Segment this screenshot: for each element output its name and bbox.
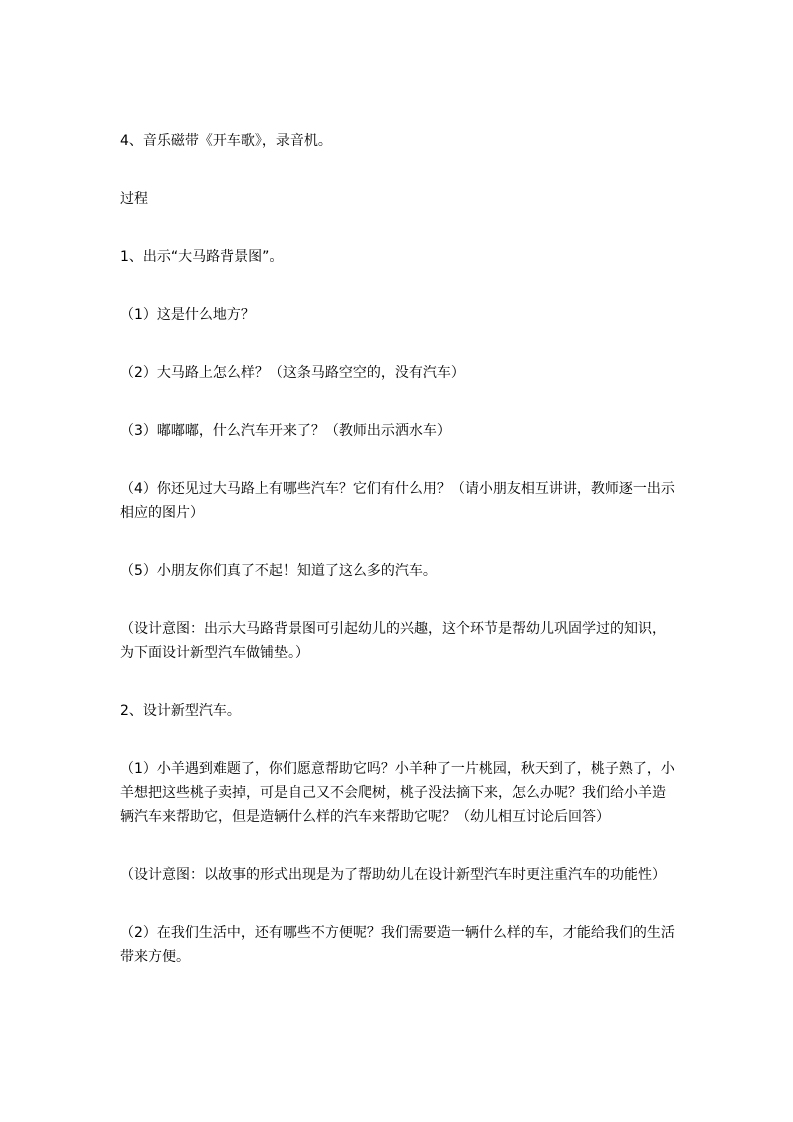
paragraph-materials-4: 4、音乐磁带《开车歌》，录音机。 (120, 133, 332, 149)
step-1-question-5: （5）小朋友你们真了不起！知道了这么多的汽车。 (120, 563, 437, 579)
design-intent-2: （设计意图：以故事的形式出现是为了帮助幼儿在设计新型汽车时更注重汽车的功能性） (120, 867, 666, 883)
step-1-question-2: （2）大马路上怎么样？（这条马路空空的，没有汽车） (120, 365, 465, 381)
step-2-heading: 2、设计新型汽车。 (120, 703, 241, 719)
step-1-question-1: （1）这是什么地方？ (120, 307, 255, 323)
document-body (120, 129, 676, 969)
step-1-question-4: （4）你还见过大马路上有哪些汽车？它们有什么用？（请小朋友相互讲讲，教师逐一出示相应的图片） (120, 481, 675, 521)
step-1-heading: 1、出示“大马路背景图”。 (120, 249, 284, 265)
step-2-question-2: （2）在我们生活中，还有哪些不方便呢？我们需要造一辆什么样的车，才能给我们的生活带来方便。 (120, 925, 675, 965)
design-intent-1: （设计意图：出示大马路背景图可引起幼儿的兴趣，这个环节是帮幼儿巩固学过的知识，为下面设计新型汽车做铺垫。） (120, 621, 666, 661)
step-1-question-3: （3）嘟嘟嘟，什么汽车开来了？（教师出示洒水车） (120, 423, 451, 439)
step-2-question-1: （1）小羊遇到难题了，你们愿意帮助它吗？小羊种了一片桃园，秋天到了，桃子熟了，小羊想把这些桃子卖掉，可是自己又不会爬树，桃子没法摘下来，怎么办呢？我们给小羊造辆汽车来帮助它，但是造辆什么样的汽车来帮助它呢？（幼儿相互讨论后回答） (120, 761, 675, 825)
section-heading-process: 过程 (120, 191, 148, 207)
